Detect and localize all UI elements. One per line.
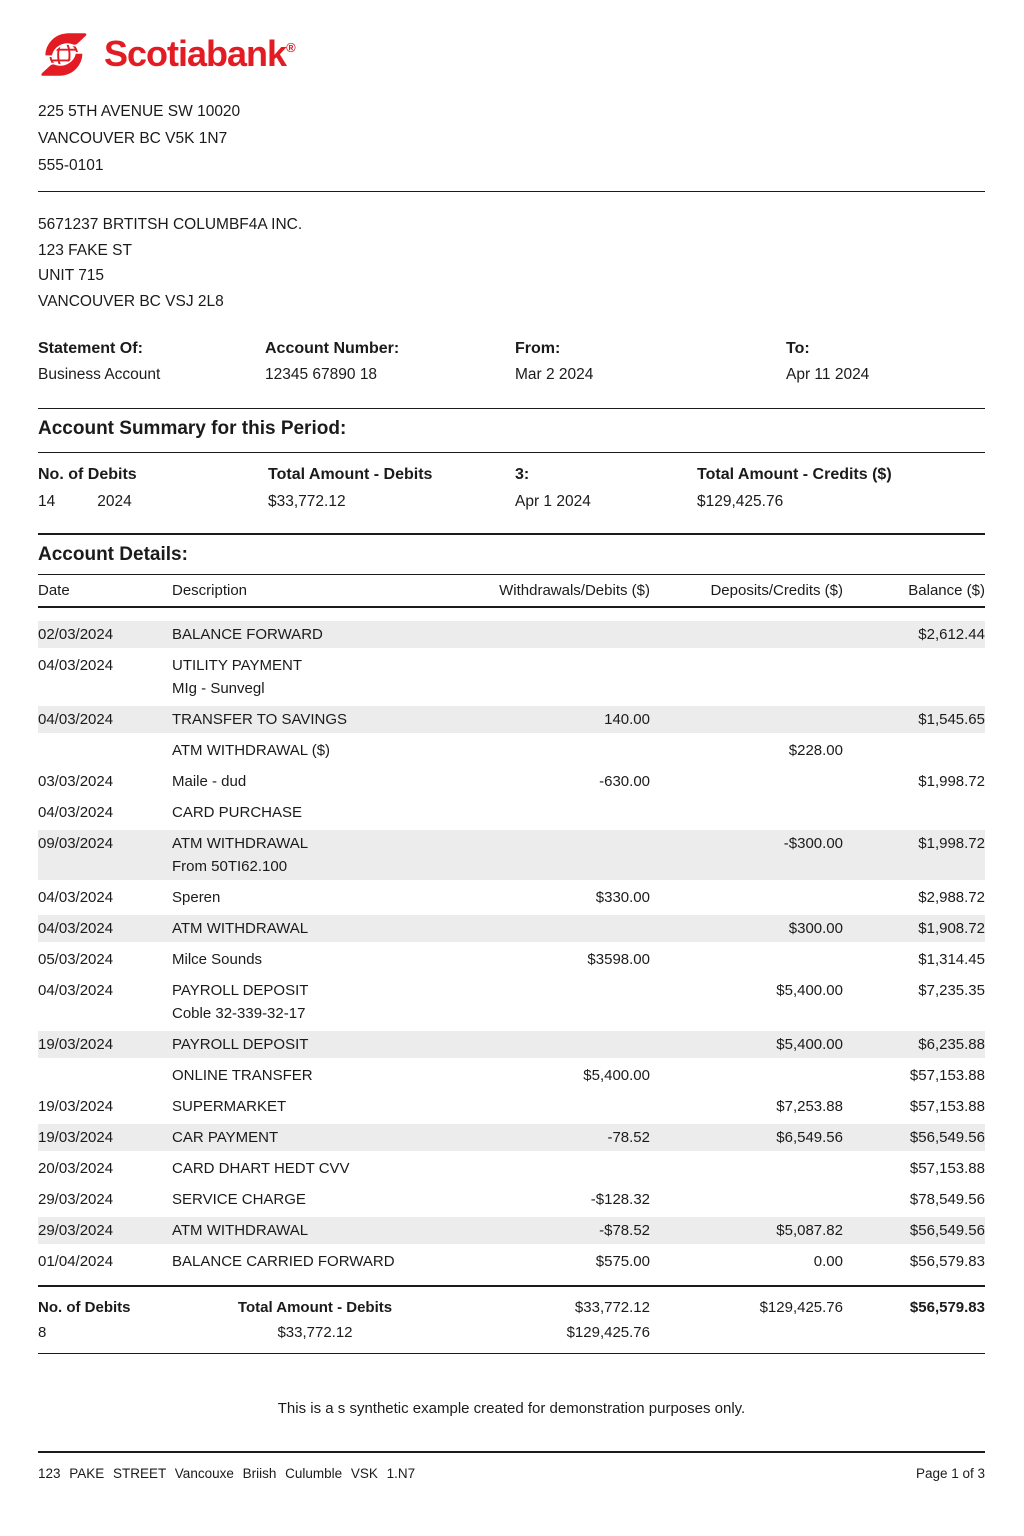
account-summary [38, 453, 985, 527]
cell-date: 04/03/2024 [38, 804, 114, 821]
bank-address-block [38, 98, 985, 179]
cell-date: 04/03/2024 [38, 657, 114, 674]
page-number: Page 1 of 3 [915, 1466, 985, 1481]
cell-balance [843, 802, 985, 823]
cell-description: Speren [172, 889, 221, 906]
column-header-description: Description [172, 582, 248, 599]
summary-col3-label: 3: [515, 466, 530, 483]
cell-deposits: $300.00 [788, 920, 843, 937]
recipient-address-line: UNIT 715 [38, 267, 105, 284]
table-row [38, 621, 985, 648]
cell-balance: $1,545.65 [918, 711, 985, 728]
no-of-debits-value [38, 493, 268, 511]
table-row [38, 706, 985, 733]
table-row [38, 652, 985, 702]
no-of-debits-label: No. of Debits [38, 466, 137, 483]
total-credits-value: $129,425.76 [697, 493, 784, 510]
cell-deposits [650, 1065, 843, 1086]
cell-description: Maile - dud [172, 773, 247, 790]
column-header-deposits: Deposits/Credits ($) [710, 582, 843, 599]
cell-withdrawals [458, 624, 650, 645]
cell-description: UTILITY PAYMENT MIg - Sunvegl [172, 655, 458, 699]
totals-debits-label: No. of Debits [38, 1299, 131, 1316]
cell-deposits [650, 771, 843, 792]
cell-balance: $7,235.35 [918, 982, 985, 999]
summary-col3 [515, 466, 697, 511]
table-row [38, 884, 985, 911]
details-table-header [38, 574, 985, 608]
cell-withdrawals: -630.00 [599, 773, 650, 790]
totals-row-1 [38, 1299, 985, 1316]
statement-meta [38, 340, 985, 384]
cell-balance: $6,235.88 [918, 1036, 985, 1053]
cell-date: 04/03/2024 [38, 920, 114, 937]
cell-date: 19/03/2024 [38, 1036, 114, 1053]
to-value: Apr 11 2024 [786, 366, 870, 383]
scotiabank-globe-s-icon [38, 26, 94, 82]
cell-description: PAYROLL DEPOSIT [172, 1036, 309, 1053]
summary-col3-value: Apr 1 2024 [515, 493, 591, 510]
cell-withdrawals: $3598.00 [587, 951, 650, 968]
cell-description: SERVICE CHARGE [172, 1191, 306, 1208]
divider [38, 533, 985, 535]
cell-description: ATM WITHDRAWAL [172, 920, 309, 937]
cell-balance: $78,549.56 [909, 1191, 985, 1208]
cell-date: 04/03/2024 [38, 889, 114, 906]
cell-balance: $57,153.88 [909, 1160, 985, 1177]
registered-mark: ® [286, 40, 296, 55]
totals-empty-cell [843, 1324, 985, 1341]
divider [38, 408, 985, 409]
cell-date [38, 1065, 172, 1086]
table-row [38, 799, 985, 826]
table-row [38, 1062, 985, 1089]
cell-balance: $56,549.56 [909, 1129, 985, 1146]
totals-debits-count: 8 [38, 1324, 47, 1341]
from-label: From: [515, 340, 561, 357]
cell-deposits [650, 949, 843, 970]
cell-deposits: $5,087.82 [776, 1222, 843, 1239]
cell-withdrawals [458, 918, 650, 939]
cell-balance: $56,579.83 [909, 1253, 985, 1270]
cell-deposits: $5,400.00 [776, 982, 843, 999]
table-row [38, 1093, 985, 1120]
cell-deposits [650, 802, 843, 823]
cell-withdrawals: $5,400.00 [583, 1067, 650, 1084]
cell-withdrawals [458, 980, 650, 1024]
cell-balance: $57,153.88 [909, 1098, 985, 1115]
totals-deposits-1: $129,425.76 [759, 1299, 843, 1316]
cell-withdrawals: -$128.32 [590, 1191, 650, 1208]
cell-balance: $57,153.88 [909, 1067, 985, 1084]
cell-withdrawals: -$78.52 [599, 1222, 650, 1239]
cell-date: 04/03/2024 [38, 982, 114, 999]
totals-balance: $56,579.83 [909, 1299, 985, 1316]
cell-deposits: $6,549.56 [776, 1129, 843, 1146]
cell-description: BALANCE CARRIED FORWARD [172, 1253, 395, 1270]
table-row [38, 1155, 985, 1182]
bank-address-line: 225 5TH AVENUE SW 10020 [38, 103, 241, 120]
cell-withdrawals [458, 740, 650, 761]
summary-heading: Account Summary for this Period: [38, 418, 347, 439]
account-number-label: Account Number: [265, 340, 400, 357]
table-row [38, 1186, 985, 1213]
cell-description-sub: Coble 32-339-32-17 [172, 1005, 306, 1022]
cell-date: 29/03/2024 [38, 1191, 114, 1208]
summary-total-credits [697, 466, 985, 511]
no-of-debits-count: 14 [38, 493, 56, 510]
table-row [38, 1031, 985, 1058]
table-row [38, 946, 985, 973]
no-of-debits-year: 2024 [97, 493, 132, 510]
column-header-date: Date [38, 582, 70, 599]
totals-section [38, 1285, 985, 1354]
cell-deposits [650, 655, 843, 699]
cell-description-sub: MIg - Sunvegl [172, 680, 265, 697]
cell-balance [843, 740, 985, 761]
cell-description: PAYROLL DEPOSIT Coble 32-339-32-17 [172, 980, 458, 1024]
cell-date: 20/03/2024 [38, 1160, 114, 1177]
cell-description: SUPERMARKET [172, 1098, 287, 1115]
cell-description: ATM WITHDRAWAL ($) [172, 742, 331, 759]
cell-deposits [650, 1189, 843, 1210]
cell-withdrawals: $575.00 [595, 1253, 650, 1270]
cell-balance: $1,998.72 [918, 835, 985, 852]
cell-balance: $2,988.72 [918, 889, 985, 906]
table-row [38, 977, 985, 1027]
cell-withdrawals: 140.00 [604, 711, 650, 728]
statement-of-value: Business Account [38, 366, 161, 383]
cell-date: 19/03/2024 [38, 1098, 114, 1115]
cell-withdrawals [458, 1158, 650, 1179]
details-heading: Account Details: [38, 544, 188, 565]
total-debits-value: $33,772.12 [268, 493, 346, 510]
cell-deposits [650, 887, 843, 908]
cell-deposits [650, 1158, 843, 1179]
cell-withdrawals: -78.52 [607, 1129, 650, 1146]
totals-row-2 [38, 1324, 985, 1341]
page-footer [38, 1451, 985, 1481]
table-row [38, 768, 985, 795]
totals-withdrawals-2: $129,425.76 [566, 1324, 650, 1341]
cell-description: TRANSFER TO SAVINGS [172, 711, 348, 728]
cell-description-sub: From 50TI62.100 [172, 858, 288, 875]
cell-deposits: $7,253.88 [776, 1098, 843, 1115]
cell-deposits: -$300.00 [783, 835, 843, 852]
bank-header [38, 26, 985, 82]
to-date-column [786, 340, 985, 384]
column-header-withdrawals: Withdrawals/Debits ($) [499, 582, 650, 599]
scotiabank-wordmark [104, 33, 296, 74]
from-value: Mar 2 2024 [515, 366, 594, 383]
cell-description: ATM WITHDRAWAL [172, 1222, 309, 1239]
cell-balance: $1,908.72 [918, 920, 985, 937]
cell-deposits [650, 709, 843, 730]
cell-balance: $56,549.56 [909, 1222, 985, 1239]
from-date-column [515, 340, 786, 384]
recipient-address-line: 123 FAKE ST [38, 241, 132, 259]
summary-no-of-debits [38, 466, 268, 511]
cell-withdrawals [458, 1034, 650, 1055]
disclaimer-text: This is a s synthetic example created for demonstration purposes only. [277, 1400, 746, 1417]
recipient-address-block [38, 212, 985, 314]
cell-date: 03/03/2024 [38, 773, 114, 790]
totals-withdrawals-1: $33,772.12 [574, 1299, 650, 1316]
cell-date: 29/03/2024 [38, 1222, 114, 1239]
totals-amount-label: Total Amount - Debits [237, 1299, 393, 1316]
cell-description: CARD PURCHASE [172, 804, 303, 821]
cell-balance: $1,314.45 [918, 951, 985, 968]
account-number-column [265, 340, 515, 384]
cell-description: CARD DHART HEDT CVV [172, 1160, 350, 1177]
recipient-name: 5671237 BRTITSH COLUMBF4A INC. [38, 216, 303, 233]
cell-deposits: 0.00 [813, 1253, 843, 1270]
cell-deposits: $5,400.00 [776, 1036, 843, 1053]
cell-deposits [650, 624, 843, 645]
cell-date: 19/03/2024 [38, 1129, 114, 1146]
cell-balance: $2,612.44 [918, 626, 985, 643]
bank-address-line: VANCOUVER BC V5K 1N7 [38, 130, 228, 147]
total-debits-label: Total Amount - Debits [268, 466, 433, 483]
cell-description: CAR PAYMENT [172, 1129, 279, 1146]
cell-description: BALANCE FORWARD [172, 626, 323, 643]
table-row [38, 1217, 985, 1244]
cell-withdrawals [458, 655, 650, 699]
cell-date: 04/03/2024 [38, 711, 114, 728]
account-number-value: 12345 67890 18 [265, 366, 378, 383]
totals-amount-value: $33,772.12 [277, 1324, 353, 1341]
details-table-body [38, 621, 985, 1275]
footer-address: 123 PAKE STREET Vancouxe Briish Culumble VSK 1.N7 [38, 1466, 416, 1481]
statement-of-column [38, 340, 265, 384]
brand-name: Scotiabank [104, 33, 287, 74]
table-row [38, 915, 985, 942]
table-row [38, 1124, 985, 1151]
cell-date: 01/04/2024 [38, 1253, 114, 1270]
cell-description: Milce Sounds [172, 951, 263, 968]
divider [38, 191, 985, 192]
recipient-address-line: VANCOUVER BC VSJ 2L8 [38, 292, 224, 310]
table-row [38, 830, 985, 880]
to-label: To: [786, 340, 810, 357]
cell-balance: $1,998.72 [918, 773, 985, 790]
cell-withdrawals [458, 802, 650, 823]
cell-description: ATM WITHDRAWAL From 50TI62.100 [172, 833, 458, 877]
cell-date: 02/03/2024 [38, 626, 114, 643]
totals-empty-cell [650, 1324, 843, 1341]
cell-date: 05/03/2024 [38, 951, 114, 968]
cell-withdrawals [458, 1096, 650, 1117]
cell-withdrawals: $330.00 [595, 889, 650, 906]
bank-phone: 555-0101 [38, 157, 104, 174]
cell-deposits: $228.00 [788, 742, 843, 759]
column-header-balance: Balance ($) [908, 582, 985, 599]
cell-withdrawals [458, 833, 650, 877]
table-row [38, 1248, 985, 1275]
table-row [38, 737, 985, 764]
statement-of-label: Statement Of: [38, 340, 143, 357]
total-credits-label: Total Amount - Credits ($) [697, 466, 892, 483]
cell-date [38, 740, 172, 761]
cell-balance [843, 655, 985, 699]
summary-total-debits [268, 466, 515, 511]
cell-date: 09/03/2024 [38, 835, 114, 852]
cell-description: ONLINE TRANSFER [172, 1067, 313, 1084]
